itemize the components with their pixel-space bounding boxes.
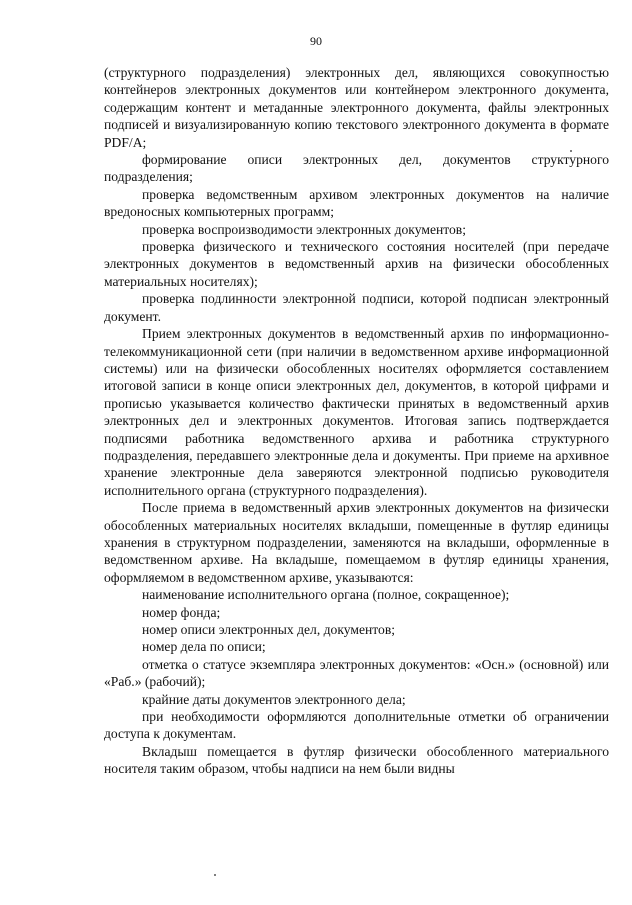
scan-speck — [570, 150, 572, 152]
paragraph-inventory-formation: формирование описи электронных дел, документов структурного подразделения; — [104, 152, 609, 185]
paragraph-reproducibility-check: проверка воспроизводимости электронных документов; — [142, 221, 466, 237]
paragraph-acceptance-procedure: Прием электронных документов в ведомственный архив по информационно-телекоммуникационной сети (при наличии в ведомственном архиве информационной системы) или на физически обособленных носителях оформляется составлением итоговой записи в конце описи электронных дел, документов, в которой цифрами и прописью указывается количество фактически принятых в ведомственный архив электронных дел и электронных документов. Итоговая запись подтверждается подписями работника ведомственного архива и работника структурного подразделения, передавшего электронные дела и документы. При приеме на архивное хранение электронные дела заверяются электронной подписью руководителя исполнительного органа (структурного подразделения). — [104, 326, 609, 498]
list-item-access-marks: при необходимости оформляются дополнительные отметки об ограничении доступа к документам. — [104, 709, 609, 742]
list-item-organ-name: наименование исполнительного органа (полное, сокращенное); — [142, 587, 510, 603]
paragraph-media-condition-check: проверка физического и технического состояния носителей (при передаче электронных документов в ведомственный архив на физически обособленных материальных носителях); — [104, 239, 609, 289]
scan-speck — [214, 874, 216, 876]
page-body — [104, 64, 609, 778]
paragraph-continuation: (структурного подразделения) электронных дел, являющихся совокупностью контейнеров электронных документов или контейнером электронного документа, содержащим контент и метаданные электронного документа, файлы электронных подписей и визуализированную копию текстового электронного документа в формате PDF/A; — [104, 65, 609, 150]
paragraph-insert-placement: Вкладыш помещается в футляр физически обособленного материального носителя таким образом, чтобы надписи на нем были видны — [104, 743, 609, 777]
list-item-inventory-number: номер описи электронных дел, документов; — [142, 622, 396, 637]
list-item-date-range: крайние даты документов электронного дела; — [142, 691, 406, 707]
list-item-case-number: номер дела по описи; — [142, 639, 266, 655]
paragraph-signature-check: проверка подлинности электронной подписи, которой подписан электронный документ. — [104, 291, 609, 324]
list-item-fund-number: номер фонда; — [142, 604, 221, 620]
page-number: 90 — [310, 34, 322, 48]
list-item-copy-status: отметка о статусе экземпляра электронных документов: «Осн.» (основной) или «Раб.» (рабочий); — [104, 656, 609, 690]
paragraph-insert-replacement: После приема в ведомственный архив электронных документов на физически обособленных материальных носителях вкладыши, помещенные в футляр единицы хранения в структурном подразделении, заменяются на вкладыши, оформленные в ведомственном архиве. На вкладыше, помещаемом в футляр единицы хранения, оформляемом в ведомственном архиве, указываются: — [104, 500, 609, 585]
paragraph-malware-check: проверка ведомственным архивом электронных документов на наличие вредоносных компьютерных программ; — [104, 186, 609, 220]
